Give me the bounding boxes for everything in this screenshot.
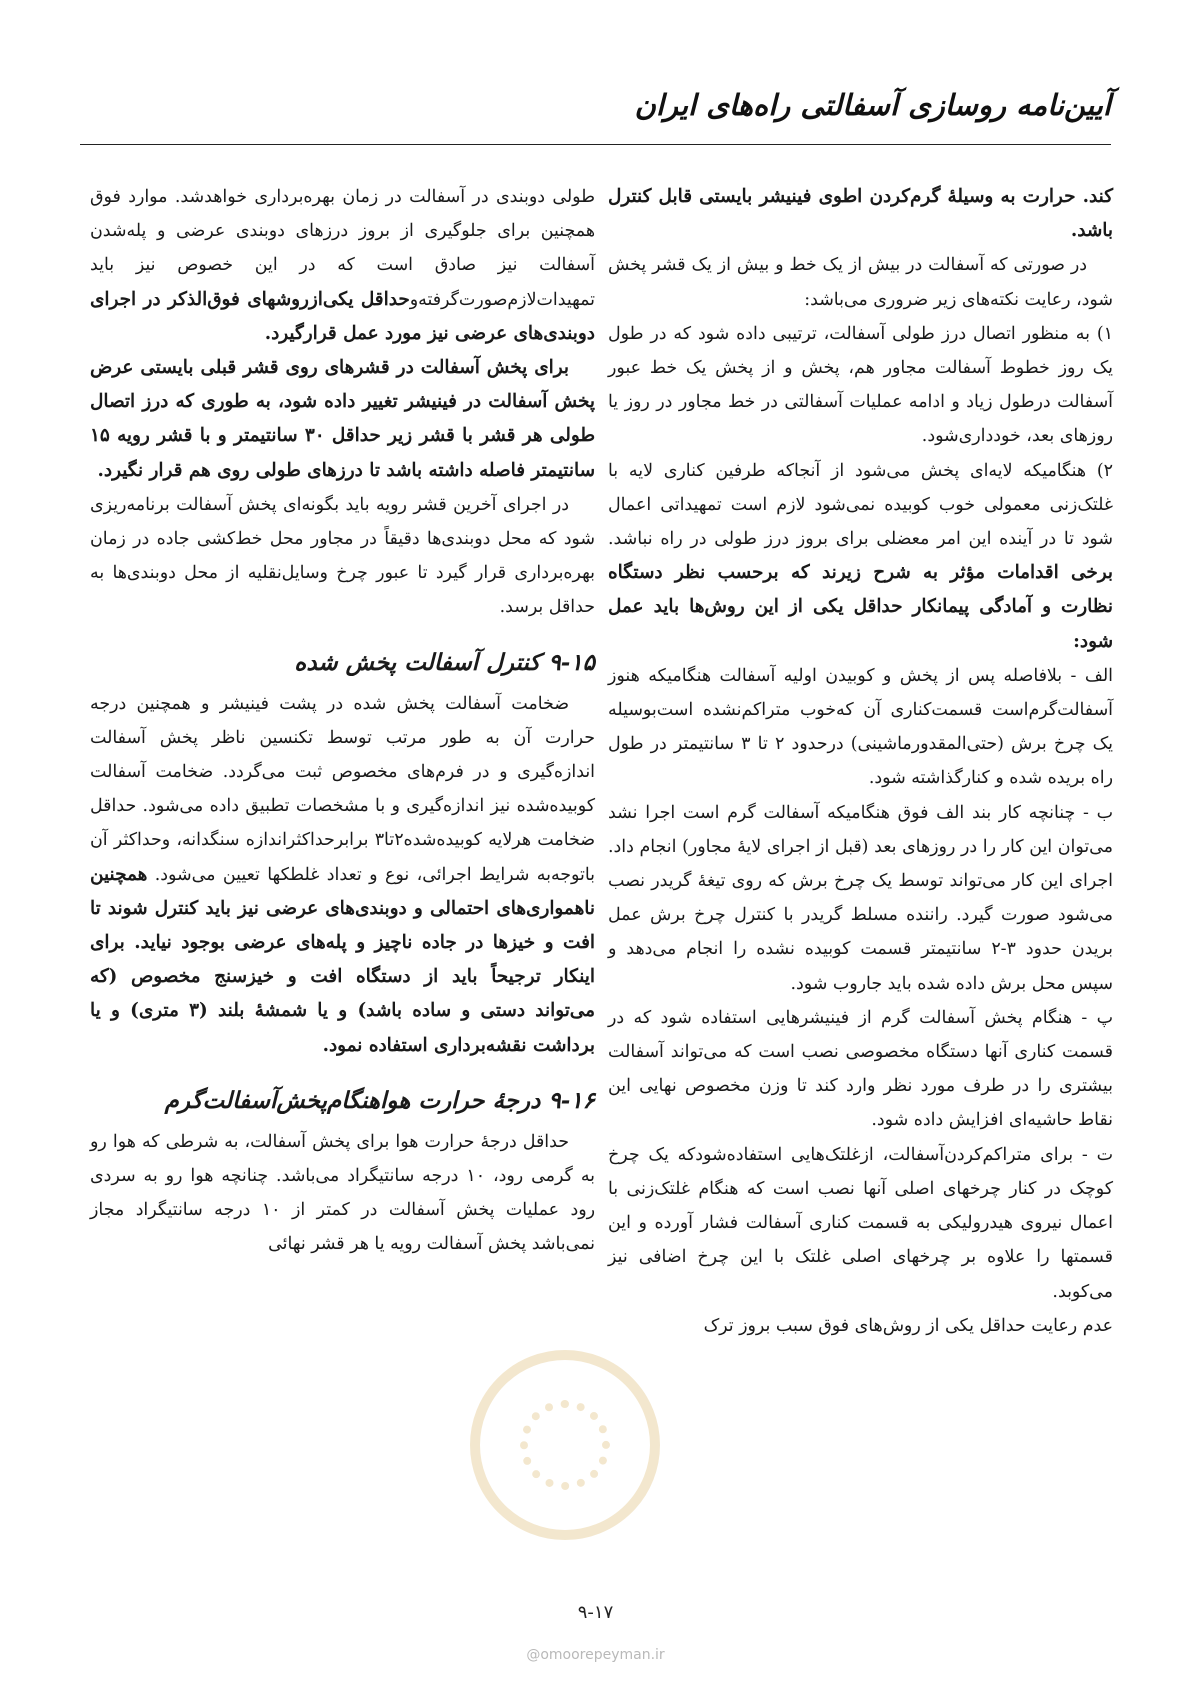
watermark-url: @omoorepeyman.ir — [526, 1647, 665, 1663]
left-paragraph-4-text: ضخامت آسفالت پخش شده در پشت فینیشر و همچنین درجه حرارت آن به طور مرتب توسط تکنسین ناظر پخش آسفالت اندازه‌گیری و در فرم‌های مخصوص ثبت می‌گردد. ضخامت آسفالت کوبیده‌شده نیز اندازه‌گیری و با مشخصات تطبیق داده می‌شود. حداقل ضخامت هرلایه کوبیده‌شده۲تا۳ برابرحداکثراندازه سنگدانه، وحداکثر آن باتوجه‌به شرایط اجرائی، نوع و تعداد غلطکها تعیین می‌شود. — [90, 693, 595, 885]
right-paragraph-1: کند. حرارت به وسیلهٔ گرم‌کردن اطوی فینیشر بایستی قابل کنترل باشد. — [608, 186, 1113, 242]
left-paragraph-3: در اجرای آخرین قشر رویه باید بگونه‌ای پخش آسفالت برنامه‌ریزی شود که محل دوبندی‌ها دقیقاً در مجاور محل خط‌کشی جاده در زمان بهره‌برداری قرار گیرد تا عبور چرخ وسایل‌نقلیه از محل دوبندی‌ها به حداقل برسد. — [90, 494, 595, 618]
list-item-be: ب - چنانچه کار بند الف فوق هنگامیکه آسفالت گرم است اجرا نشد می‌توان این کار را در روزهای بعد (قبل از اجرای لایهٔ مجاور) انجام داد. اجرای این کار می‌تواند توسط یک چرخ برش که روی تیغهٔ گریدر نصب می‌شود صورت گیرد. راننده مسلط گریدر با کنترل چرخ برش عمل بریدن حدود ۳-۲ سانتیمتر قسمت کوبیده نشده را انجام می‌دهد و سپس محل برش داده شده باید جاروب شود. — [608, 802, 1113, 994]
header-divider — [80, 144, 1111, 145]
list-item-te: ت - برای متراکم‌کردن‌آسفالت، ازغلتک‌هایی استفاده‌شودکه یک چرخ کوچک در کنار چرخهای اصلی آنها نصب است که هنگام غلتک‌زنی با اعمال نیروی هیدرولیکی به قسمت کناری آسفالت فشار آورده و این قسمتها را علاوه بر چرخهای اصلی غلتک با این چرخ اضافی نیز می‌کوبد. — [608, 1144, 1113, 1302]
left-paragraph-1-bold: حداقل یکی‌ازروشهای فوق‌الذکر در اجرای دوبندی‌های عرضی نیز مورد عمل قرارگیرد. — [90, 288, 595, 344]
left-paragraph-1-text: طولی دوبندی در آسفالت در زمان بهره‌برداری خواهدشد. موارد فوق همچنین برای جلوگیری از بروز درزهای دوبندی عرضی و پله‌شدن آسفالت نیز صادق است که در این خصوص نیز باید تمهیدات‌لازم‌صورت‌گرفته‌و — [90, 187, 595, 310]
list-item-2-bold: برخی اقدامات مؤثر به شرح زیرند که برحسب نظر دستگاه نظارت و آمادگی پیمانکار حداقل یکی از این روش‌ها باید عمل شود: — [608, 562, 1113, 652]
list-item-2 — [608, 454, 1113, 659]
list-item-2-text: ۲) هنگامیکه لایه‌ای پخش می‌شود از آنجاکه طرفین کناری لایه با غلتک‌زنی معمولی خوب کوبیده نمی‌شود لازم است تمهیداتی اعمال شود تا در آینده این امر معضلی برای بروز درز طولی در راه نباشد. — [608, 460, 1113, 550]
list-item-pe: پ - هنگام پخش آسفالت گرم از فینیشرهایی استفاده شود که در قسمت کناری آنها دستگاه مخصوصی نصب است که می‌تواند آسفالت بیشتری را در طرف مورد نظر وارد کند تا وزن مخصوص نهایی این نقاط حاشیه‌ای افزایش داده شود. — [608, 1007, 1113, 1131]
list-item-alef: الف - بلافاصله پس از پخش و کوبیدن اولیه آسفالت هنگامیکه هنوز آسفالت‌گرم‌است قسمت‌کناری آن که‌خوب متراکم‌نشده است‌بوسیله یک چرخ برش (حتی‌المقدورماشینی) درحدود ۲ تا ۳ سانتیمتر در طول راه بریده شده و کنارگذاشته شود. — [608, 665, 1113, 789]
watermark-seal-icon — [470, 1350, 660, 1540]
right-last-line: عدم رعایت حداقل یکی از روش‌های فوق سبب بروز ترک — [703, 1315, 1113, 1336]
left-column — [90, 180, 595, 1262]
right-paragraph-2: در صورتی که آسفالت در بیش از یک خط و بیش از یک قشر پخش شود، رعایت نکته‌های زیر ضروری می‌باشد: — [608, 255, 1113, 310]
left-paragraph-4 — [90, 687, 595, 1063]
right-column — [608, 180, 1113, 1343]
left-paragraph-1 — [90, 180, 595, 351]
left-paragraph-2: برای پخش آسفالت در قشرهای روی قشر قبلی بایستی عرض پخش آسفالت در فینیشر تغییر داده شود، به طوری که درز اتصال طولی هر قشر با قشر زیر حداقل ۳۰ سانتیمتر و با قشر رویه ۱۵ سانتیمتر فاصله داشته باشد تا درزهای طولی روی هم قرار نگیرد. — [90, 357, 595, 481]
section-heading-9-15: ۹-۱۵ کنترل آسفالت پخش شده — [294, 648, 595, 676]
page-header-title: آیین‌نامه روسازی آسفالتی راه‌های ایران — [634, 88, 1111, 122]
list-item-1: ۱) به منظور اتصال درز طولی آسفالت، ترتیبی داده شود که در طول یک روز خطوط آسفالت مجاور هم، پخش و از پخش یک خط عبور آسفالت درطول زیاد و ادامه عملیات آسفالتی در خط مجاور در روز یا روزهای بعد، خودداری‌شود. — [608, 323, 1113, 447]
left-paragraph-4-bold: همچنین ناهمواری‌های احتمالی و دوبندی‌های عرضی نیز باید کنترل شوند تا افت و خیزها در جاده ناچیز و پله‌های عرضی بوجود نیاید. برای اینکار ترجیحاً باید از دستگاه افت و خیزسنج مخصوص (که می‌تواند دستی و ساده باشد) و یا شمشهٔ بلند (۳ متری) و یا برداشت نقشه‌برداری استفاده نمود. — [90, 863, 595, 1056]
page-number: ۹-۱۷ — [577, 1602, 614, 1623]
left-paragraph-5: حداقل درجهٔ حرارت هوا برای پخش آسفالت، به شرطی که هوا رو به گرمی رود، ۱۰ درجه سانتیگراد می‌باشد. چنانچه هوا رو به سردی رود عملیات پخش آسفالت در کمتر از ۱۰ درجه سانتیگراد مجاز نمی‌باشد پخش آسفالت رویه یا هر قشر نهائی — [90, 1131, 595, 1255]
section-heading-9-16: ۹-۱۶ درجهٔ حرارت هواهنگام‌پخش‌آسفالت‌گرم — [164, 1086, 595, 1114]
